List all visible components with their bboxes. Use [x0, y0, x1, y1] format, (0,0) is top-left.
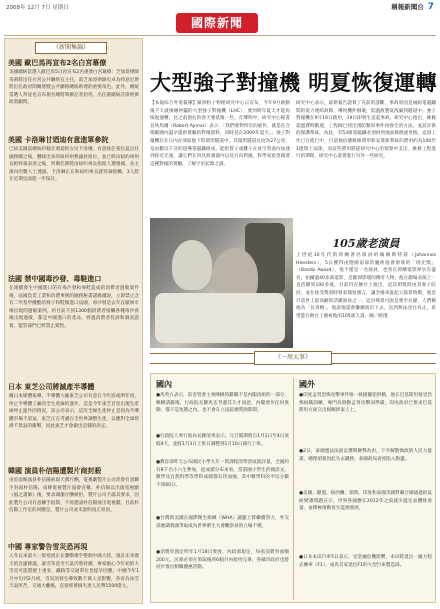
section-banner: 國際新聞 — [176, 13, 258, 33]
sidebar-item-body: 由於南韓演員朴信陽索取天價片酬，電視劇製片公司甚會有意聯手封殺朴信陽。南韓電視製片協會宣稱，朴信陽以出演電視劇《風之畫師》後，要求調漲片酬被拒，製片公司不滿其要求，因此製片公司有意聯手抵制，不再邀請朴信陽演出電視劇，目前朴信陽工作室的回應是，製片公司並未說明真正原因。 — [9, 478, 139, 514]
sidebar-item-body: 入冬以來最大一股寒流正在襲擊幾乎整個中國大陸，預計未來幾天的急遽降溫，暴雪等惡劣天氣仍將持續，專家擔心今年初的大雪災可能將捲土重來，鐵路等交通單位也提早因應，中國今年1月中旬到2月初，雪災的發生導致數千萬人受影響，各省為冰雪天氣所苦，交通大癱瘓，直接經濟損失達人民幣1500億元。 — [9, 554, 139, 590]
sidebar-item-body: 美國總統當選人歐巴馬5日再宣布2名重要白宮幕僚：芝加哥律師蒂莉將出任白宮公共聯絡室主任，前芝加哥律師史卓為特意尼斯將出任政府間關係暨公共聯絡總統助理的重要角色。此外，總統當選人拜登也宣布現名總將舉辦記者招待，出任副總統首席經濟政策顧問。 — [9, 70, 139, 106]
lead-article-column-1: 【本報綜合外電報導】歐洲粒子物理研究中心日宣布，今年9月啟動後不久就損壞停擺的大型強子對撞機（LHC），要到明年夏天才能再恢復運轉，比之前預估的春天要延後一些。在聲明中，研究中心秘書長埃馬爾（Robert Aymar）表示：「我們會對所有的重作、就是在合理範圍內盡早提供實驗的對撞資料，同時是在2009年夏天。」強子對撞機位在日內瓦郊區地下的環形隧道中，其環形隧道長度為27公里，是由數以千計的超導電磁鐵組成，能把質子或離子在真空管道內加速到接近光速，讓它們在四具偵測器內以反方向對撞，科學家希望藉著這種對撞的實驗，了解宇宙起源之謎。 — [150, 101, 290, 167]
domestic-item: ●馬英九表示，前金管會主委陳樹的辭職不是內閣改組的一部分，陳樹請辭後，行政院長劉兆玄考慮其久才同意，內閣要作任何異動，都不是短期之內。也不會在立法院總質詢期間。 — [156, 393, 289, 414]
column-divider — [293, 378, 294, 600]
page-number: 7 — [427, 2, 434, 12]
lead-headline: 大型強子對撞機 明夏恢復運轉 — [150, 70, 438, 95]
sidebar-item-body: 據日本媒體報導，半導體大廠東芝公司有意在今年底或明年初，停止半導體工廠的全生產線的運作，這是今年東芝首度出現生產線停止運作的情況，該公司表示，這次全線生產停止是因為半導體市場不景氣，東芝正在考慮在全世界調整生產，以應對全球經濟不景氣的衝擊，因此東芝才會做出這樣的決定。 — [9, 394, 139, 430]
domestic-item: ●行政院人事行政局長陳清秀表示，元旦假期將自1月1日至4日放假4天，並將1月3日上班日調整到1月10日補行上班。 — [156, 434, 289, 447]
photo-caption-title: 105歲老演員 — [332, 237, 400, 250]
international-item: ●美國、歐盟、紐西蘭、瑞典、印度和泰國等國對聯合國通過的氣候變遷問題宣示，世界各國應在2012年之前減少溫室氣體排放量，並積極推動再生能源發展。 — [299, 491, 432, 512]
sidebar-item-body: 已故美國前總統約翰甘迺迪的女兒卡洛琳，有意接任希拉蕊出任國務卿之後，懸缺出來的紐約州參議員席位，並已經向紐約州州長帕特森表達之後，所剩任期將由紐約州長指派人選遞補，長主黨內的數人士透露，卡洛琳正在和紐約州長就特森接觸，3人將在近期見面進一步探討。 — [9, 147, 139, 183]
sidebar-item-body: 在連續發生中國進口的有毒沙發和毒鞋造成的消費者過敏案件後，法國負責工業和消費事務的國務秘書諾維爾說，立即禁止含有二甲基甲酸酯的椅子和鞋類進口法國，毒沙發是去年在歐洲市場出現的過敏案例，約目前不到1300個消費者接觸各種毒沙發後出現過敏，都是中國進口的產品，經過消費者投訴和調查證實，監管部門已經禁止銷售。 — [9, 286, 139, 329]
news-photo — [150, 218, 293, 348]
header-divider — [4, 35, 436, 36]
issue-date: 2008年 12月 7日 星期日 — [6, 5, 69, 11]
sidebar-title: 《新聞集錦》 — [35, 42, 107, 54]
domestic-item: ●消費券預定明年1月18日發放，內政部規定，每張消費券面額200元，民眾必須在領取後的6個月內使用完畢，各縣市政府也將同步推出相關優惠活動。 — [156, 550, 289, 571]
sidebar-item-headline: 韓國 演員朴信陽遭製片商封殺 — [8, 467, 102, 475]
lead-article-column-2: 研究中心表示，最新報告證實了先前的診斷，事故原因是兩組電磁鐵間的電力連結故障，導致機件損壞，低溫液態氦洩漏到隧道中。強子對撞機在9月10日啟用，19日即發生這起事故。研究中心指出，維修超過費時數週，工程師已找出預防類似事件再發生的方法，並設計新的保護系統。為此，有53組電磁鐵必須拆到地面修理或更換，這項工作已在進行中，目前預估總維修費用和安裝新系統的費用約為100至1億瑞士法郎，而這些費用將從研究中心的預算中支出，維修工程進行的期間，研究中心還會進行另外一些研究。 — [296, 101, 436, 160]
sidebar-item-headline: 中國 專家警告雪災恐再現 — [8, 543, 88, 551]
international-item: ●日本本田汽車5日表示，受金融危機影響，本田將退出一級方程式賽車（F1），成為首家退出F1的大型汽車製造商。 — [299, 555, 432, 568]
international-heading: 國外 — [299, 380, 315, 389]
sidebar-item-headline: 法國 禁中國毒沙發、毒鞋進口 — [8, 275, 102, 283]
sidebar-item-headline: 日本 東芝公司將減產半導體 — [8, 383, 95, 391]
domestic-item: ●台灣與美國在國際衛生組織（WHA）議題上將繼續努力，外交部強調我國爭取成為世界衛生大會觀察員的立場不變。 — [156, 516, 289, 529]
sidebar-item-headline: 美國 歐巴馬再宣布2名白宮幕僚 — [8, 59, 107, 67]
international-item: ●2日，泰國憲法法庭以選舉舞弊為由，下令解散執政的人民力量黨，總理頌猜因此失去職務，泰國政局再度陷入動盪。 — [299, 449, 432, 462]
weekly-title: 《一周大事》 — [254, 351, 332, 365]
domestic-item: ●教育部昨天公布國民小學九年一貫課程的學習成就評量，全國約有8千名小六生參加，從成績分布來看，當前國小學生的國語文、數學及自然科學等學科成績都有待加強，其中數學科的平均分數不到60分。 — [156, 460, 289, 488]
sidebar-item-headline: 美國 卡洛琳甘迺迪有意進軍參院 — [8, 136, 109, 144]
section-header — [391, 2, 434, 12]
international-item: ●印度孟買恐怖攻擊事件唯一被捕嫌犯供稱，他在巴基斯坦接受恐怖組織訓練，專門為發動孟買攻擊而準備，印度政府已要求巴基斯坦方面交出相關涉案人士。 — [299, 393, 432, 414]
photo-caption: 上世紀30年代的荷蘭著名演員約翰赫斯特茲（Johannes Heesters），5日獲得由德國南部的魔術協會頒發的「班比獎」（Bambi Award）。他不僅是一名演員，也曾在荷蘭電影界享有盛名，拍攝過40多部電影，是歐洲影壇的傳奇人物，他在劇場表演上一直活躍到100多歲，目前仍在舞台上演出，這次領獎時由其妻子陪同，並在接受獎項時發表簡短感言，讓全場來賓起立鼓掌致敬，他是目前世上最高齡的活躍演員之一，這份殊榮可說是實至名歸，人們稱他為「長青樹」，他說他還會繼續演出下去，直到無法登台為止，希望能在舞台上慶祝他的105歲大壽。圖／路透 — [296, 253, 436, 319]
section-name: 稱報新聞台 — [391, 3, 424, 11]
domestic-heading: 國內 — [156, 380, 172, 389]
